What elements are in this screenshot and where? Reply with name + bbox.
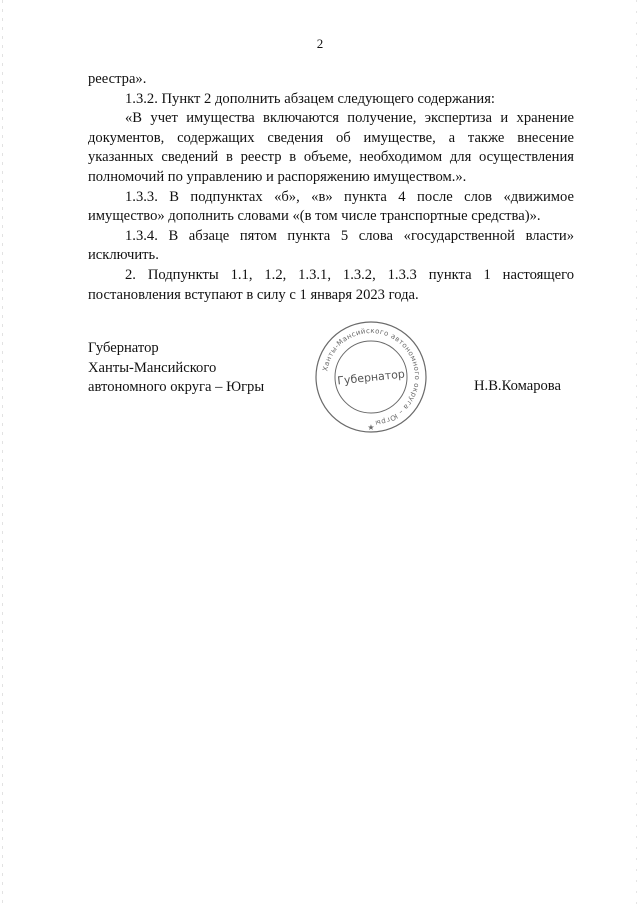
scan-edge-right [636,0,637,905]
signatory-position-line-3: автономного округа – Югры [88,379,265,396]
signatory-position [88,339,264,398]
seal-ring-text: Ханты-Мансийского автономного округа – Югры [321,326,422,427]
official-seal-stamp [312,318,430,436]
paragraph-2: 1.3.2. Пункт 2 дополнить абзацем следующего содержания: [125,90,495,107]
document-body [88,70,574,305]
signatory-position-line-2: Ханты-Мансийского [88,359,217,376]
signatory-position-line-1: Губернатор [88,340,159,356]
seal-center-text: Губернатор [336,367,406,388]
paragraph-6: 2. Подпункты 1.1, 1.2, 1.3.1, 1.3.2, 1.3.3 пункта 1 настоящего постановления вступают в силу с 1 января 2023 года. [88,266,574,303]
paragraph-5: 1.3.4. В абзаце пятом пункта 5 слова «государственной власти» исключить. [88,227,574,264]
signatory-name: Н.В.Комарова [474,378,561,394]
paragraph-1: реестра». [88,71,147,87]
paragraph-3: «В учет имущества включаются получение, экспертиза и хранение документов, содержащих сведения об имуществе, а также внесение указанных сведений в реестр в объеме, необходимом для осуществления полномочий по управлению и распоряжению имуществом.». [88,110,574,185]
seal-star-icon: ★ [367,423,375,432]
page-number: 2 [316,36,324,51]
paragraph-4: 1.3.3. В подпунктах «б», «в» пункта 4 после слов «движимое имущество» дополнить словами «(в том числе транспортные средства)». [88,188,574,225]
scan-edge-left [2,0,3,905]
